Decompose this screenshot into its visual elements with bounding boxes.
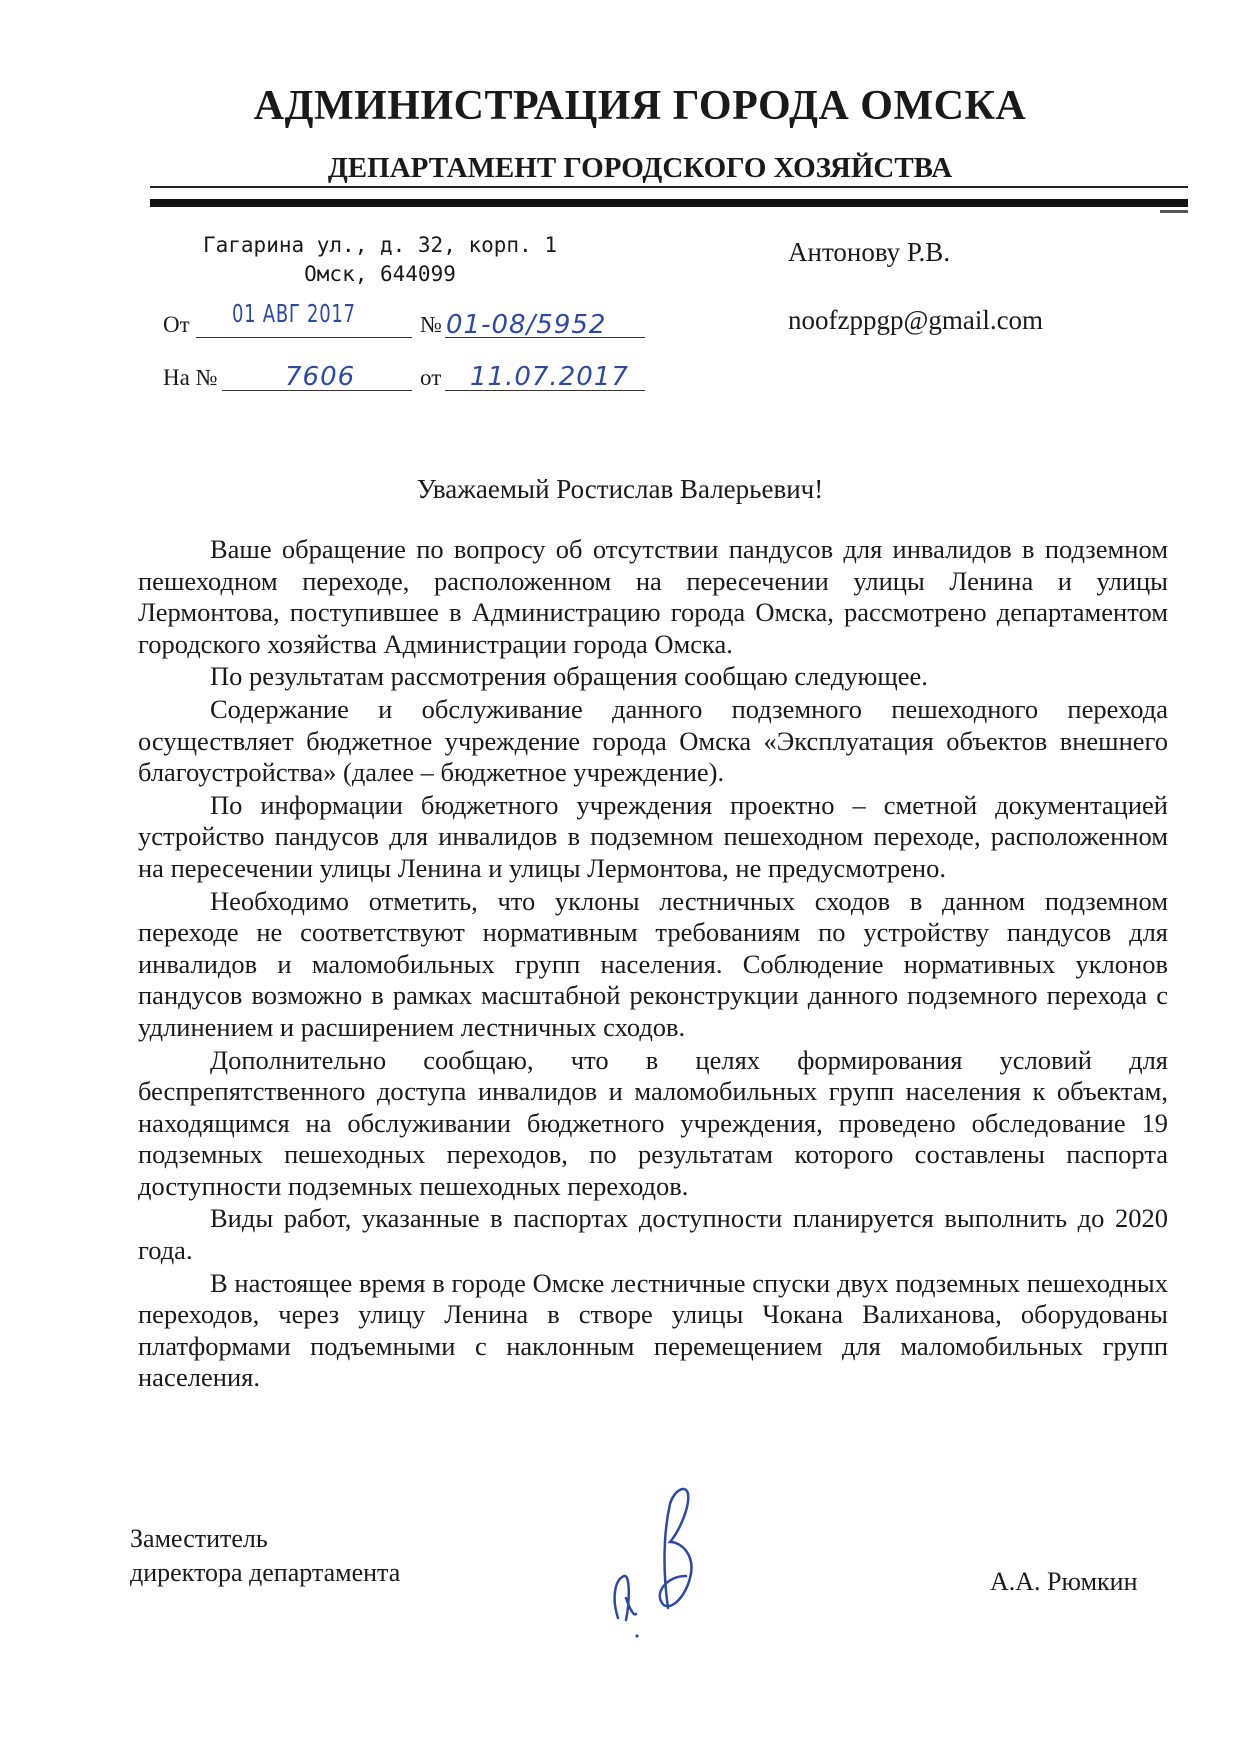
reply-date: 11.07.2017 (470, 362, 629, 392)
header-rule-tail (1160, 210, 1188, 213)
address-line-2: Омск, 644099 (304, 262, 456, 286)
reply-to-number: 7606 (285, 362, 356, 392)
position-line: Заместитель (130, 1524, 268, 1553)
salutation: Уважаемый Ростислав Валерьевич! (416, 474, 824, 504)
signatory-position (130, 1522, 400, 1590)
header-rule-thin (150, 186, 1188, 188)
paragraph: Необходимо отметить, что уклоны лестничных сходов в данном подземном переходе не соответствуют нормативным требованиям по устройству пандусов для инвалидов и маломобильных групп населения. Соблюдение нормативных уклонов пандусов возможно в рамках масштабной реконструкции данного подземного перехода с удлинением и расширением лестничных сходов. (138, 885, 1168, 1042)
paragraph: В настоящее время в городе Омске лестничные спуски двух подземных пешеходных переходов, через улицу Ленина в створе улицы Чокана Валиханова, оборудованы платформами подъемными с наклонным перемещением для маломобильных групп населения. (138, 1267, 1168, 1393)
signer-name: А.А. Рюмкин (990, 1567, 1138, 1596)
recipient-name: Антонову Р.В. (788, 237, 951, 267)
date-stamp: 01 АВГ 2017 (232, 299, 356, 328)
reply-to-label: На № (163, 365, 218, 390)
paragraph: Содержание и обслуживание данного подземного пешеходного перехода осуществляет бюджетное учреждение города Омска «Эксплуатация объектов внешнего благоустройства» (далее – бюджетное учреждение). (138, 693, 1168, 788)
recipient-email: noofzppgp@gmail.com (788, 305, 1044, 335)
outgoing-number: 01-08/5952 (446, 310, 607, 340)
number-label: № (420, 312, 442, 337)
organization-title: АДМИНИСТРАЦИЯ ГОРОДА ОМСКА (253, 83, 1027, 129)
header-rule-thick (150, 199, 1188, 207)
from-date-line (196, 337, 412, 338)
letter-body (138, 534, 1168, 1395)
position-line: директора департамента (130, 1558, 401, 1587)
paragraph: Ваше обращение по вопросу об отсутствии пандусов для инвалидов в подземном пешеходном переходе, расположенном на пересечении улицы Ленина и улицы Лермонтова, поступившее в Администрацию города Омска, рассмотрено департаментом городского хозяйства Администрации города Омска. (138, 534, 1168, 659)
paragraph: По информации бюджетного учреждения проектно – сметной документацией устройство пандусов для инвалидов в подземном пешеходном переходе, расположенном на пересечении улицы Ленина и улицы Лермонтова, не предусмотрено. (138, 789, 1168, 883)
paragraph: Виды работ, указанные в паспортах доступности планируется выполнить до 2020 года. (138, 1203, 1168, 1266)
handwritten-signature (590, 1480, 730, 1640)
reply-date-label: от (420, 365, 442, 390)
address-line-1: Гагарина ул., д. 32, корп. 1 (202, 233, 557, 257)
from-label: От (163, 312, 190, 337)
paragraph: По результатам рассмотрения обращения сообщаю следующее. (210, 661, 928, 692)
paragraph: Дополнительно сообщаю, что в целях формирования условий для беспрепятственного доступа инвалидов и маломобильных групп населения к объектам, находящимся на обслуживании бюджетного учреждения, проведено обследование 19 подземных пешеходных переходов, по результатам которого составлены паспорта доступности подземных пешеходных переходов. (138, 1044, 1168, 1201)
department-title: ДЕПАРТАМЕНТ ГОРОДСКОГО ХОЗЯЙСТВА (327, 152, 953, 184)
